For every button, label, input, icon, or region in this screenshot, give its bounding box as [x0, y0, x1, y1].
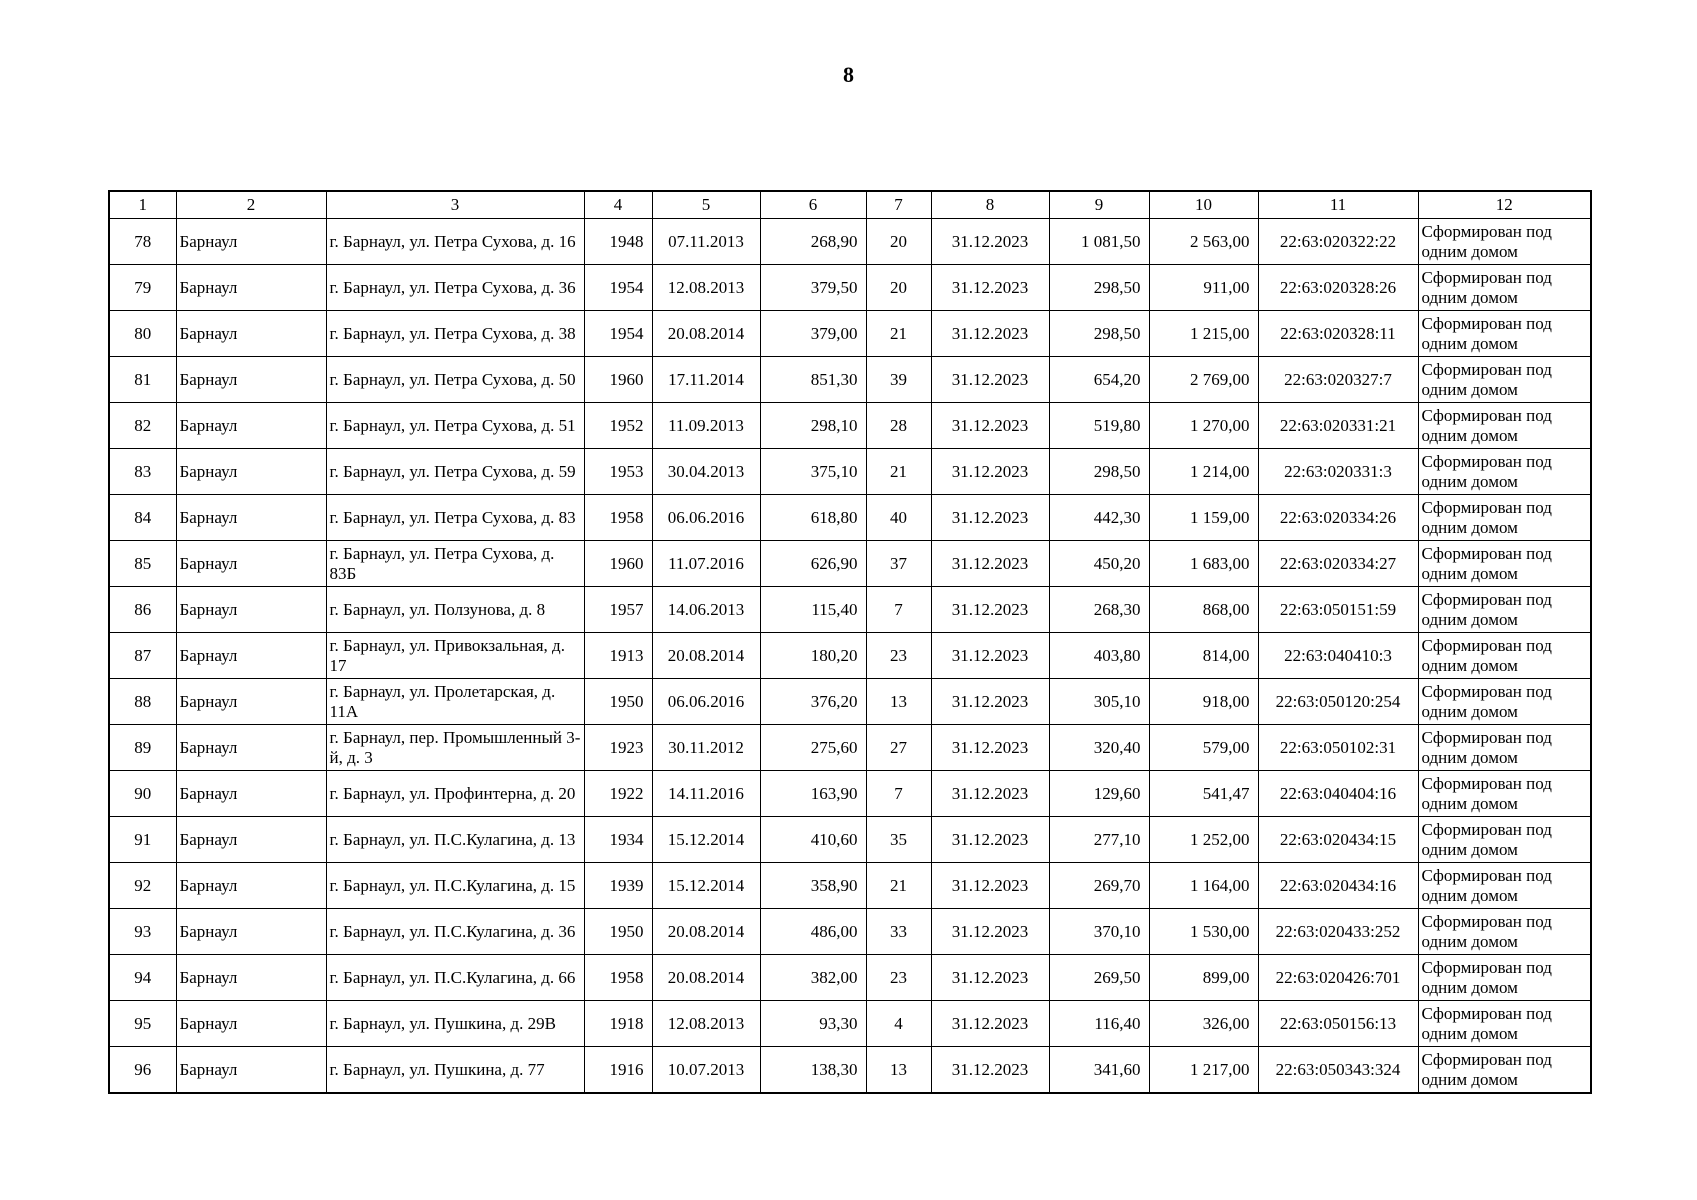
column-header-3: 3 — [326, 191, 584, 219]
value-col9-cell: 298,50 — [1049, 311, 1149, 357]
cadastral-number-cell: 22:63:040410:3 — [1258, 633, 1418, 679]
year-built-cell: 1960 — [584, 357, 652, 403]
year-built-cell: 1934 — [584, 817, 652, 863]
cadastral-number-cell: 22:63:020434:15 — [1258, 817, 1418, 863]
row-number-cell: 84 — [109, 495, 176, 541]
deadline-cell: 31.12.2023 — [931, 403, 1049, 449]
table-row — [109, 357, 1591, 403]
date-cell: 15.12.2014 — [652, 863, 760, 909]
address-cell: г. Барнаул, ул. Петра Сухова, д. 36 — [326, 265, 584, 311]
address-cell: г. Барнаул, ул. Петра Сухова, д. 51 — [326, 403, 584, 449]
residents-cell: 7 — [866, 587, 931, 633]
area-cell: 851,30 — [760, 357, 866, 403]
value-col10-cell: 579,00 — [1149, 725, 1258, 771]
deadline-cell: 31.12.2023 — [931, 449, 1049, 495]
column-header-11: 11 — [1258, 191, 1418, 219]
address-cell: г. Барнаул, ул. Профинтерна, д. 20 — [326, 771, 584, 817]
column-header-6: 6 — [760, 191, 866, 219]
date-cell: 20.08.2014 — [652, 311, 760, 357]
table-row — [109, 771, 1591, 817]
row-number-cell: 78 — [109, 219, 176, 265]
area-cell: 298,10 — [760, 403, 866, 449]
city-cell: Барнаул — [176, 725, 326, 771]
land-status-cell: Сформирован под одним домом — [1418, 219, 1591, 265]
area-cell: 138,30 — [760, 1047, 866, 1094]
date-cell: 30.11.2012 — [652, 725, 760, 771]
cadastral-number-cell: 22:63:050156:13 — [1258, 1001, 1418, 1047]
row-number-cell: 94 — [109, 955, 176, 1001]
residents-cell: 20 — [866, 265, 931, 311]
deadline-cell: 31.12.2023 — [931, 771, 1049, 817]
value-col9-cell: 305,10 — [1049, 679, 1149, 725]
area-cell: 379,00 — [760, 311, 866, 357]
deadline-cell: 31.12.2023 — [931, 357, 1049, 403]
city-cell: Барнаул — [176, 909, 326, 955]
address-cell: г. Барнаул, ул. Петра Сухова, д. 59 — [326, 449, 584, 495]
date-cell: 06.06.2016 — [652, 495, 760, 541]
value-col9-cell: 370,10 — [1049, 909, 1149, 955]
address-cell: г. Барнаул, ул. Пролетарская, д. 11А — [326, 679, 584, 725]
land-status-cell: Сформирован под одним домом — [1418, 725, 1591, 771]
table-row — [109, 311, 1591, 357]
date-cell: 10.07.2013 — [652, 1047, 760, 1094]
column-header-1: 1 — [109, 191, 176, 219]
value-col10-cell: 1 215,00 — [1149, 311, 1258, 357]
address-cell: г. Барнаул, ул. Петра Сухова, д. 50 — [326, 357, 584, 403]
table-row — [109, 633, 1591, 679]
date-cell: 07.11.2013 — [652, 219, 760, 265]
value-col9-cell: 277,10 — [1049, 817, 1149, 863]
table-row — [109, 1001, 1591, 1047]
land-status-cell: Сформирован под одним домом — [1418, 1047, 1591, 1094]
area-cell: 486,00 — [760, 909, 866, 955]
column-header-7: 7 — [866, 191, 931, 219]
land-status-cell: Сформирован под одним домом — [1418, 955, 1591, 1001]
deadline-cell: 31.12.2023 — [931, 311, 1049, 357]
date-cell: 12.08.2013 — [652, 1001, 760, 1047]
area-cell: 275,60 — [760, 725, 866, 771]
deadline-cell: 31.12.2023 — [931, 1047, 1049, 1094]
year-built-cell: 1954 — [584, 265, 652, 311]
value-col10-cell: 1 683,00 — [1149, 541, 1258, 587]
value-col9-cell: 116,40 — [1049, 1001, 1149, 1047]
address-cell: г. Барнаул, ул. Пушкина, д. 29В — [326, 1001, 584, 1047]
address-cell: г. Барнаул, ул. Привокзальная, д. 17 — [326, 633, 584, 679]
address-cell: г. Барнаул, ул. Петра Сухова, д. 38 — [326, 311, 584, 357]
table-row — [109, 863, 1591, 909]
table-row — [109, 725, 1591, 771]
deadline-cell: 31.12.2023 — [931, 219, 1049, 265]
deadline-cell: 31.12.2023 — [931, 1001, 1049, 1047]
residents-cell: 23 — [866, 633, 931, 679]
row-number-cell: 89 — [109, 725, 176, 771]
value-col10-cell: 1 270,00 — [1149, 403, 1258, 449]
value-col9-cell: 129,60 — [1049, 771, 1149, 817]
date-cell: 17.11.2014 — [652, 357, 760, 403]
address-cell: г. Барнаул, ул. Ползунова, д. 8 — [326, 587, 584, 633]
residents-cell: 4 — [866, 1001, 931, 1047]
table-row — [109, 219, 1591, 265]
cadastral-number-cell: 22:63:050343:324 — [1258, 1047, 1418, 1094]
residents-cell: 21 — [866, 863, 931, 909]
deadline-cell: 31.12.2023 — [931, 265, 1049, 311]
value-col9-cell: 320,40 — [1049, 725, 1149, 771]
row-number-cell: 81 — [109, 357, 176, 403]
city-cell: Барнаул — [176, 1047, 326, 1094]
row-number-cell: 93 — [109, 909, 176, 955]
deadline-cell: 31.12.2023 — [931, 725, 1049, 771]
area-cell: 379,50 — [760, 265, 866, 311]
residents-cell: 7 — [866, 771, 931, 817]
residents-cell: 21 — [866, 311, 931, 357]
value-col10-cell: 2 769,00 — [1149, 357, 1258, 403]
table-row — [109, 1047, 1591, 1094]
residents-cell: 39 — [866, 357, 931, 403]
city-cell: Барнаул — [176, 265, 326, 311]
value-col9-cell: 269,70 — [1049, 863, 1149, 909]
land-status-cell: Сформирован под одним домом — [1418, 679, 1591, 725]
residents-cell: 21 — [866, 449, 931, 495]
value-col9-cell: 298,50 — [1049, 449, 1149, 495]
value-col10-cell: 326,00 — [1149, 1001, 1258, 1047]
deadline-cell: 31.12.2023 — [931, 587, 1049, 633]
column-header-2: 2 — [176, 191, 326, 219]
cadastral-number-cell: 22:63:020334:27 — [1258, 541, 1418, 587]
cadastral-number-cell: 22:63:020433:252 — [1258, 909, 1418, 955]
table-header — [109, 191, 1591, 219]
address-cell: г. Барнаул, ул. П.С.Кулагина, д. 36 — [326, 909, 584, 955]
land-status-cell: Сформирован под одним домом — [1418, 1001, 1591, 1047]
value-col9-cell: 298,50 — [1049, 265, 1149, 311]
row-number-cell: 82 — [109, 403, 176, 449]
deadline-cell: 31.12.2023 — [931, 817, 1049, 863]
deadline-cell: 31.12.2023 — [931, 863, 1049, 909]
table-body — [109, 219, 1591, 1094]
value-col9-cell: 519,80 — [1049, 403, 1149, 449]
residents-cell: 13 — [866, 1047, 931, 1094]
address-cell: г. Барнаул, ул. Петра Сухова, д. 83Б — [326, 541, 584, 587]
land-status-cell: Сформирован под одним домом — [1418, 403, 1591, 449]
table-row — [109, 403, 1591, 449]
date-cell: 12.08.2013 — [652, 265, 760, 311]
year-built-cell: 1918 — [584, 1001, 652, 1047]
land-status-cell: Сформирован под одним домом — [1418, 587, 1591, 633]
value-col10-cell: 814,00 — [1149, 633, 1258, 679]
area-cell: 376,20 — [760, 679, 866, 725]
value-col10-cell: 1 214,00 — [1149, 449, 1258, 495]
value-col10-cell: 868,00 — [1149, 587, 1258, 633]
value-col10-cell: 2 563,00 — [1149, 219, 1258, 265]
residents-cell: 28 — [866, 403, 931, 449]
column-header-9: 9 — [1049, 191, 1149, 219]
row-number-cell: 88 — [109, 679, 176, 725]
column-header-5: 5 — [652, 191, 760, 219]
row-number-cell: 83 — [109, 449, 176, 495]
year-built-cell: 1916 — [584, 1047, 652, 1094]
value-col9-cell: 654,20 — [1049, 357, 1149, 403]
land-status-cell: Сформирован под одним домом — [1418, 357, 1591, 403]
date-cell: 30.04.2013 — [652, 449, 760, 495]
address-cell: г. Барнаул, ул. Пушкина, д. 77 — [326, 1047, 584, 1094]
column-header-8: 8 — [931, 191, 1049, 219]
value-col9-cell: 341,60 — [1049, 1047, 1149, 1094]
value-col9-cell: 403,80 — [1049, 633, 1149, 679]
date-cell: 14.06.2013 — [652, 587, 760, 633]
row-number-cell: 92 — [109, 863, 176, 909]
header-row — [109, 191, 1591, 219]
city-cell: Барнаул — [176, 219, 326, 265]
year-built-cell: 1952 — [584, 403, 652, 449]
year-built-cell: 1953 — [584, 449, 652, 495]
land-status-cell: Сформирован под одним домом — [1418, 771, 1591, 817]
table-row — [109, 265, 1591, 311]
cadastral-number-cell: 22:63:050151:59 — [1258, 587, 1418, 633]
address-cell: г. Барнаул, пер. Промышленный 3-й, д. 3 — [326, 725, 584, 771]
area-cell: 115,40 — [760, 587, 866, 633]
value-col9-cell: 1 081,50 — [1049, 219, 1149, 265]
page-number: 8 — [843, 62, 854, 87]
year-built-cell: 1958 — [584, 955, 652, 1001]
address-cell: г. Барнаул, ул. П.С.Кулагина, д. 13 — [326, 817, 584, 863]
housing-registry-table — [108, 190, 1592, 1094]
residents-cell: 37 — [866, 541, 931, 587]
value-col10-cell: 918,00 — [1149, 679, 1258, 725]
column-header-10: 10 — [1149, 191, 1258, 219]
value-col9-cell: 450,20 — [1049, 541, 1149, 587]
cadastral-number-cell: 22:63:020331:3 — [1258, 449, 1418, 495]
deadline-cell: 31.12.2023 — [931, 909, 1049, 955]
date-cell: 20.08.2014 — [652, 633, 760, 679]
year-built-cell: 1958 — [584, 495, 652, 541]
area-cell: 163,90 — [760, 771, 866, 817]
land-status-cell: Сформирован под одним домом — [1418, 909, 1591, 955]
city-cell: Барнаул — [176, 633, 326, 679]
city-cell: Барнаул — [176, 679, 326, 725]
city-cell: Барнаул — [176, 403, 326, 449]
row-number-cell: 87 — [109, 633, 176, 679]
residents-cell: 23 — [866, 955, 931, 1001]
date-cell: 11.07.2016 — [652, 541, 760, 587]
value-col10-cell: 1 217,00 — [1149, 1047, 1258, 1094]
row-number-cell: 79 — [109, 265, 176, 311]
row-number-cell: 90 — [109, 771, 176, 817]
date-cell: 06.06.2016 — [652, 679, 760, 725]
land-status-cell: Сформирован под одним домом — [1418, 863, 1591, 909]
year-built-cell: 1950 — [584, 679, 652, 725]
value-col10-cell: 1 164,00 — [1149, 863, 1258, 909]
city-cell: Барнаул — [176, 1001, 326, 1047]
year-built-cell: 1923 — [584, 725, 652, 771]
area-cell: 268,90 — [760, 219, 866, 265]
year-built-cell: 1957 — [584, 587, 652, 633]
deadline-cell: 31.12.2023 — [931, 495, 1049, 541]
year-built-cell: 1922 — [584, 771, 652, 817]
date-cell: 14.11.2016 — [652, 771, 760, 817]
cadastral-number-cell: 22:63:020426:701 — [1258, 955, 1418, 1001]
year-built-cell: 1948 — [584, 219, 652, 265]
deadline-cell: 31.12.2023 — [931, 633, 1049, 679]
value-col10-cell: 1 159,00 — [1149, 495, 1258, 541]
row-number-cell: 80 — [109, 311, 176, 357]
area-cell: 626,90 — [760, 541, 866, 587]
residents-cell: 13 — [866, 679, 931, 725]
land-status-cell: Сформирован под одним домом — [1418, 449, 1591, 495]
city-cell: Барнаул — [176, 587, 326, 633]
row-number-cell: 85 — [109, 541, 176, 587]
date-cell: 20.08.2014 — [652, 909, 760, 955]
deadline-cell: 31.12.2023 — [931, 541, 1049, 587]
cadastral-number-cell: 22:63:050102:31 — [1258, 725, 1418, 771]
table-row — [109, 909, 1591, 955]
area-cell: 180,20 — [760, 633, 866, 679]
area-cell: 93,30 — [760, 1001, 866, 1047]
year-built-cell: 1960 — [584, 541, 652, 587]
table-row — [109, 817, 1591, 863]
year-built-cell: 1913 — [584, 633, 652, 679]
city-cell: Барнаул — [176, 311, 326, 357]
residents-cell: 20 — [866, 219, 931, 265]
table-row — [109, 541, 1591, 587]
year-built-cell: 1954 — [584, 311, 652, 357]
value-col10-cell: 911,00 — [1149, 265, 1258, 311]
area-cell: 375,10 — [760, 449, 866, 495]
cadastral-number-cell: 22:63:050120:254 — [1258, 679, 1418, 725]
date-cell: 20.08.2014 — [652, 955, 760, 1001]
area-cell: 410,60 — [760, 817, 866, 863]
value-col9-cell: 268,30 — [1049, 587, 1149, 633]
land-status-cell: Сформирован под одним домом — [1418, 633, 1591, 679]
row-number-cell: 95 — [109, 1001, 176, 1047]
cadastral-number-cell: 22:63:020334:26 — [1258, 495, 1418, 541]
year-built-cell: 1950 — [584, 909, 652, 955]
land-status-cell: Сформирован под одним домом — [1418, 541, 1591, 587]
deadline-cell: 31.12.2023 — [931, 955, 1049, 1001]
address-cell: г. Барнаул, ул. П.С.Кулагина, д. 15 — [326, 863, 584, 909]
column-header-4: 4 — [584, 191, 652, 219]
row-number-cell: 86 — [109, 587, 176, 633]
table-row — [109, 679, 1591, 725]
date-cell: 15.12.2014 — [652, 817, 760, 863]
city-cell: Барнаул — [176, 495, 326, 541]
residents-cell: 27 — [866, 725, 931, 771]
table-row — [109, 495, 1591, 541]
land-status-cell: Сформирован под одним домом — [1418, 495, 1591, 541]
value-col9-cell: 442,30 — [1049, 495, 1149, 541]
row-number-cell: 91 — [109, 817, 176, 863]
value-col10-cell: 899,00 — [1149, 955, 1258, 1001]
city-cell: Барнаул — [176, 955, 326, 1001]
area-cell: 358,90 — [760, 863, 866, 909]
address-cell: г. Барнаул, ул. Петра Сухова, д. 83 — [326, 495, 584, 541]
land-status-cell: Сформирован под одним домом — [1418, 311, 1591, 357]
city-cell: Барнаул — [176, 817, 326, 863]
city-cell: Барнаул — [176, 449, 326, 495]
address-cell: г. Барнаул, ул. П.С.Кулагина, д. 66 — [326, 955, 584, 1001]
value-col10-cell: 541,47 — [1149, 771, 1258, 817]
city-cell: Барнаул — [176, 357, 326, 403]
land-status-cell: Сформирован под одним домом — [1418, 817, 1591, 863]
cadastral-number-cell: 22:63:040404:16 — [1258, 771, 1418, 817]
city-cell: Барнаул — [176, 863, 326, 909]
cadastral-number-cell: 22:63:020328:11 — [1258, 311, 1418, 357]
city-cell: Барнаул — [176, 541, 326, 587]
cadastral-number-cell: 22:63:020322:22 — [1258, 219, 1418, 265]
date-cell: 11.09.2013 — [652, 403, 760, 449]
address-cell: г. Барнаул, ул. Петра Сухова, д. 16 — [326, 219, 584, 265]
table-row — [109, 955, 1591, 1001]
cadastral-number-cell: 22:63:020328:26 — [1258, 265, 1418, 311]
cadastral-number-cell: 22:63:020434:16 — [1258, 863, 1418, 909]
residents-cell: 35 — [866, 817, 931, 863]
value-col10-cell: 1 530,00 — [1149, 909, 1258, 955]
area-cell: 618,80 — [760, 495, 866, 541]
area-cell: 382,00 — [760, 955, 866, 1001]
residents-cell: 33 — [866, 909, 931, 955]
column-header-12: 12 — [1418, 191, 1591, 219]
table-row — [109, 449, 1591, 495]
table-row — [109, 587, 1591, 633]
value-col10-cell: 1 252,00 — [1149, 817, 1258, 863]
city-cell: Барнаул — [176, 771, 326, 817]
deadline-cell: 31.12.2023 — [931, 679, 1049, 725]
value-col9-cell: 269,50 — [1049, 955, 1149, 1001]
year-built-cell: 1939 — [584, 863, 652, 909]
cadastral-number-cell: 22:63:020331:21 — [1258, 403, 1418, 449]
land-status-cell: Сформирован под одним домом — [1418, 265, 1591, 311]
residents-cell: 40 — [866, 495, 931, 541]
row-number-cell: 96 — [109, 1047, 176, 1094]
cadastral-number-cell: 22:63:020327:7 — [1258, 357, 1418, 403]
